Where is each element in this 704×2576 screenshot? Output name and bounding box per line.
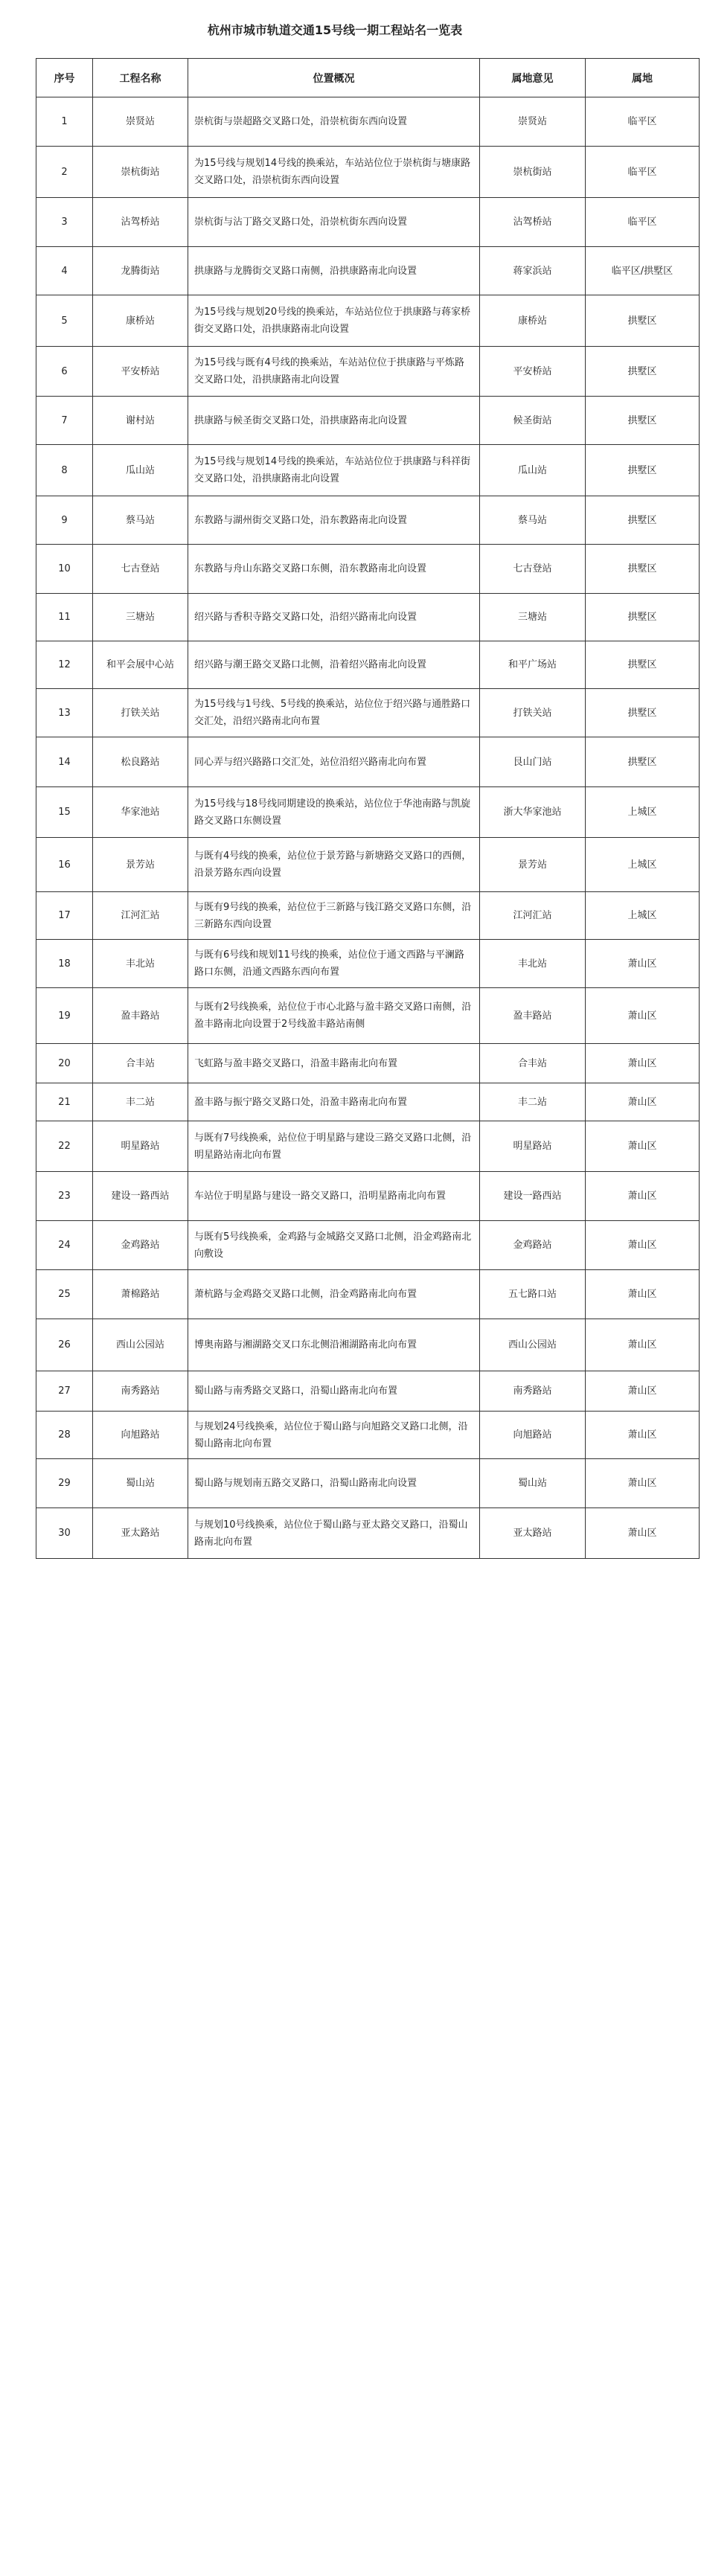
cell-district: 临平区 xyxy=(586,147,700,198)
cell-location: 为15号线与规划20号线的换乘站，车站站位位于拱康路与蒋家桥街交叉路口处，沿拱康路南北向设置 xyxy=(188,295,480,347)
cell-station-name: 龙腾街站 xyxy=(93,247,188,295)
cell-location: 与既有5号线换乘，金鸡路与金城路交叉路口北侧，沿金鸡路南北向敷设 xyxy=(188,1221,480,1270)
cell-station-name: 景芳站 xyxy=(93,838,188,892)
cell-location: 为15号线与1号线、5号线的换乘站，站位位于绍兴路与通胜路口交汇处，沿绍兴路南北向布置 xyxy=(188,689,480,737)
table-row xyxy=(36,295,700,347)
table-row xyxy=(36,1172,700,1221)
table-row xyxy=(36,988,700,1044)
cell-no: 18 xyxy=(36,940,93,988)
cell-no: 19 xyxy=(36,988,93,1044)
table-row xyxy=(36,1459,700,1508)
cell-location: 飞虹路与盈丰路交叉路口，沿盈丰路南北向布置 xyxy=(188,1044,480,1083)
table-row xyxy=(36,641,700,689)
header-name: 工程名称 xyxy=(93,59,188,97)
cell-district: 萧山区 xyxy=(586,1221,700,1270)
cell-no: 12 xyxy=(36,641,93,689)
table-row xyxy=(36,838,700,892)
cell-district: 萧山区 xyxy=(586,1121,700,1172)
cell-station-name: 蔡马站 xyxy=(93,496,188,545)
cell-local-opinion: 五七路口站 xyxy=(480,1270,586,1319)
cell-local-opinion: 和平广场站 xyxy=(480,641,586,689)
cell-no: 10 xyxy=(36,545,93,594)
cell-location: 崇杭街与沾丁路交叉路口处，沿崇杭街东西向设置 xyxy=(188,198,480,247)
cell-district: 萧山区 xyxy=(586,1508,700,1559)
table-row xyxy=(36,892,700,940)
cell-no: 28 xyxy=(36,1412,93,1459)
cell-local-opinion: 候圣街站 xyxy=(480,397,586,445)
cell-no: 2 xyxy=(36,147,93,198)
cell-station-name: 萧棉路站 xyxy=(93,1270,188,1319)
cell-location: 萧杭路与金鸡路交叉路口北侧，沿金鸡路南北向布置 xyxy=(188,1270,480,1319)
cell-station-name: 丰北站 xyxy=(93,940,188,988)
table-row xyxy=(36,940,700,988)
cell-district: 拱墅区 xyxy=(586,689,700,737)
cell-local-opinion: 崇杭街站 xyxy=(480,147,586,198)
cell-local-opinion: 合丰站 xyxy=(480,1044,586,1083)
cell-no: 17 xyxy=(36,892,93,940)
cell-local-opinion: 蜀山站 xyxy=(480,1459,586,1508)
document-title: 杭州市城市轨道交通15号线一期工程站名一览表 xyxy=(207,23,463,37)
cell-local-opinion: 丰二站 xyxy=(480,1083,586,1121)
cell-no: 23 xyxy=(36,1172,93,1221)
cell-station-name: 康桥站 xyxy=(93,295,188,347)
cell-location: 与既有9号线的换乘，站位位于三新路与钱江路交叉路口东侧，沿三新路东西向设置 xyxy=(188,892,480,940)
cell-district: 拱墅区 xyxy=(586,295,700,347)
cell-station-name: 建设一路西站 xyxy=(93,1172,188,1221)
cell-location: 拱康路与龙腾街交叉路口南侧，沿拱康路南北向设置 xyxy=(188,247,480,295)
cell-no: 29 xyxy=(36,1459,93,1508)
cell-district: 临平区 xyxy=(586,198,700,247)
cell-local-opinion: 浙大华家池站 xyxy=(480,787,586,838)
cell-no: 11 xyxy=(36,594,93,641)
cell-location: 盈丰路与振宁路交叉路口处，沿盈丰路南北向布置 xyxy=(188,1083,480,1121)
cell-location: 博奥南路与湘湖路交叉口东北侧沿湘湖路南北向布置 xyxy=(188,1319,480,1371)
cell-no: 7 xyxy=(36,397,93,445)
cell-local-opinion: 平安桥站 xyxy=(480,347,586,397)
table-row xyxy=(36,1371,700,1412)
table-row xyxy=(36,1270,700,1319)
table-row xyxy=(36,1083,700,1121)
header-no: 序号 xyxy=(36,59,93,97)
cell-station-name: 打铁关站 xyxy=(93,689,188,737)
table-row xyxy=(36,496,700,545)
cell-district: 萧山区 xyxy=(586,1083,700,1121)
cell-station-name: 三塘站 xyxy=(93,594,188,641)
cell-local-opinion: 西山公园站 xyxy=(480,1319,586,1371)
cell-location: 与规划10号线换乘，站位位于蜀山路与亚太路交叉路口，沿蜀山路南北向布置 xyxy=(188,1508,480,1559)
cell-district: 萧山区 xyxy=(586,940,700,988)
cell-station-name: 江河汇站 xyxy=(93,892,188,940)
cell-local-opinion: 三塘站 xyxy=(480,594,586,641)
cell-local-opinion: 蔡马站 xyxy=(480,496,586,545)
cell-station-name: 向旭路站 xyxy=(93,1412,188,1459)
table-row xyxy=(36,689,700,737)
table-body xyxy=(36,97,700,1559)
cell-station-name: 谢村站 xyxy=(93,397,188,445)
cell-station-name: 松良路站 xyxy=(93,737,188,787)
cell-local-opinion: 丰北站 xyxy=(480,940,586,988)
table-row xyxy=(36,787,700,838)
table-row xyxy=(36,737,700,787)
cell-location: 东教路与湖州街交叉路口处，沿东教路南北向设置 xyxy=(188,496,480,545)
cell-district: 萧山区 xyxy=(586,988,700,1044)
table-row xyxy=(36,1121,700,1172)
cell-district: 萧山区 xyxy=(586,1319,700,1371)
cell-no: 24 xyxy=(36,1221,93,1270)
cell-district: 上城区 xyxy=(586,838,700,892)
cell-local-opinion: 向旭路站 xyxy=(480,1412,586,1459)
cell-station-name: 七古登站 xyxy=(93,545,188,594)
cell-district: 拱墅区 xyxy=(586,347,700,397)
cell-district: 萧山区 xyxy=(586,1459,700,1508)
cell-district: 萧山区 xyxy=(586,1172,700,1221)
table-row xyxy=(36,445,700,496)
cell-no: 30 xyxy=(36,1508,93,1559)
cell-station-name: 蜀山站 xyxy=(93,1459,188,1508)
cell-station-name: 南秀路站 xyxy=(93,1371,188,1412)
cell-district: 萧山区 xyxy=(586,1270,700,1319)
cell-station-name: 华家池站 xyxy=(93,787,188,838)
cell-local-opinion: 金鸡路站 xyxy=(480,1221,586,1270)
table-row xyxy=(36,198,700,247)
cell-location: 蜀山路与规划南五路交叉路口，沿蜀山路南北向设置 xyxy=(188,1459,480,1508)
cell-no: 16 xyxy=(36,838,93,892)
table-row xyxy=(36,594,700,641)
cell-local-opinion: 沾驾桥站 xyxy=(480,198,586,247)
cell-station-name: 丰二站 xyxy=(93,1083,188,1121)
table-header-row xyxy=(36,59,700,97)
cell-no: 4 xyxy=(36,247,93,295)
station-table-wrapper xyxy=(36,58,704,1559)
cell-district: 萧山区 xyxy=(586,1371,700,1412)
cell-local-opinion: 艮山门站 xyxy=(480,737,586,787)
cell-no: 22 xyxy=(36,1121,93,1172)
cell-no: 8 xyxy=(36,445,93,496)
cell-location: 与既有2号线换乘，站位位于市心北路与盈丰路交叉路口南侧，沿盈丰路南北向设置于2号线盈丰路站南侧 xyxy=(188,988,480,1044)
cell-district: 萧山区 xyxy=(586,1412,700,1459)
cell-no: 27 xyxy=(36,1371,93,1412)
table-row xyxy=(36,1221,700,1270)
cell-station-name: 亚太路站 xyxy=(93,1508,188,1559)
cell-local-opinion: 崇贤站 xyxy=(480,97,586,147)
cell-district: 拱墅区 xyxy=(586,445,700,496)
cell-no: 6 xyxy=(36,347,93,397)
cell-station-name: 崇贤站 xyxy=(93,97,188,147)
table-row xyxy=(36,347,700,397)
table-row xyxy=(36,1508,700,1559)
cell-district: 拱墅区 xyxy=(586,545,700,594)
cell-station-name: 瓜山站 xyxy=(93,445,188,496)
cell-station-name: 西山公园站 xyxy=(93,1319,188,1371)
cell-station-name: 金鸡路站 xyxy=(93,1221,188,1270)
cell-district: 上城区 xyxy=(586,787,700,838)
cell-location: 东教路与舟山东路交叉路口东侧，沿东教路南北向设置 xyxy=(188,545,480,594)
cell-location: 与既有4号线的换乘，站位位于景芳路与新塘路交叉路口的西侧，沿景芳路东西向设置 xyxy=(188,838,480,892)
cell-location: 拱康路与候圣街交叉路口处，沿拱康路南北向设置 xyxy=(188,397,480,445)
cell-local-opinion: 康桥站 xyxy=(480,295,586,347)
cell-no: 9 xyxy=(36,496,93,545)
cell-station-name: 平安桥站 xyxy=(93,347,188,397)
header-location: 位置概况 xyxy=(188,59,480,97)
cell-station-name: 明星路站 xyxy=(93,1121,188,1172)
cell-district: 临平区 xyxy=(586,97,700,147)
cell-station-name: 和平会展中心站 xyxy=(93,641,188,689)
cell-district: 拱墅区 xyxy=(586,496,700,545)
cell-local-opinion: 七古登站 xyxy=(480,545,586,594)
cell-location: 为15号线与既有4号线的换乘站，车站站位位于拱康路与平炼路交叉路口处，沿拱康路南北向设置 xyxy=(188,347,480,397)
cell-location: 绍兴路与潮王路交叉路口北侧，沿着绍兴路南北向设置 xyxy=(188,641,480,689)
cell-no: 21 xyxy=(36,1083,93,1121)
cell-local-opinion: 瓜山站 xyxy=(480,445,586,496)
cell-local-opinion: 南秀路站 xyxy=(480,1371,586,1412)
cell-district: 拱墅区 xyxy=(586,594,700,641)
table-row xyxy=(36,545,700,594)
station-table xyxy=(36,58,700,1559)
cell-location: 与既有7号线换乘，站位位于明星路与建设三路交叉路口北侧，沿明星路站南北向布置 xyxy=(188,1121,480,1172)
header-district: 属地 xyxy=(586,59,700,97)
cell-local-opinion: 蒋家浜站 xyxy=(480,247,586,295)
cell-no: 25 xyxy=(36,1270,93,1319)
cell-no: 13 xyxy=(36,689,93,737)
cell-location: 与规划24号线换乘，站位位于蜀山路与向旭路交叉路口北侧，沿蜀山路南北向布置 xyxy=(188,1412,480,1459)
cell-local-opinion: 亚太路站 xyxy=(480,1508,586,1559)
cell-no: 15 xyxy=(36,787,93,838)
cell-location: 崇杭街与崇超路交叉路口处，沿崇杭街东西向设置 xyxy=(188,97,480,147)
cell-station-name: 崇杭街站 xyxy=(93,147,188,198)
cell-no: 20 xyxy=(36,1044,93,1083)
header-opinion: 属地意见 xyxy=(480,59,586,97)
cell-station-name: 沾驾桥站 xyxy=(93,198,188,247)
cell-local-opinion: 江河汇站 xyxy=(480,892,586,940)
cell-local-opinion: 明星路站 xyxy=(480,1121,586,1172)
table-row xyxy=(36,247,700,295)
cell-location: 同心弄与绍兴路路口交汇处，站位沿绍兴路南北向布置 xyxy=(188,737,480,787)
cell-station-name: 合丰站 xyxy=(93,1044,188,1083)
cell-local-opinion: 建设一路西站 xyxy=(480,1172,586,1221)
cell-location: 绍兴路与香积寺路交叉路口处，沿绍兴路南北向设置 xyxy=(188,594,480,641)
cell-local-opinion: 打铁关站 xyxy=(480,689,586,737)
cell-station-name: 盈丰路站 xyxy=(93,988,188,1044)
cell-no: 3 xyxy=(36,198,93,247)
cell-district: 拱墅区 xyxy=(586,737,700,787)
cell-local-opinion: 景芳站 xyxy=(480,838,586,892)
cell-district: 拱墅区 xyxy=(586,397,700,445)
cell-district: 上城区 xyxy=(586,892,700,940)
cell-no: 5 xyxy=(36,295,93,347)
table-row xyxy=(36,397,700,445)
cell-no: 14 xyxy=(36,737,93,787)
cell-location: 为15号线与规划14号线的换乘站，车站站位位于崇杭街与塘康路交叉路口处，沿崇杭街东西向设置 xyxy=(188,147,480,198)
table-row xyxy=(36,97,700,147)
cell-location: 为15号线与18号线同期建设的换乘站，站位位于华池南路与凯旋路交叉路口东侧设置 xyxy=(188,787,480,838)
cell-no: 26 xyxy=(36,1319,93,1371)
table-row xyxy=(36,1319,700,1371)
cell-no: 1 xyxy=(36,97,93,147)
table-row xyxy=(36,1412,700,1459)
cell-location: 车站位于明星路与建设一路交叉路口，沿明星路南北向布置 xyxy=(188,1172,480,1221)
cell-location: 与既有6号线和规划11号线的换乘，站位位于通文西路与平澜路路口东侧，沿通文西路东西向布置 xyxy=(188,940,480,988)
cell-district: 拱墅区 xyxy=(586,641,700,689)
cell-district: 萧山区 xyxy=(586,1044,700,1083)
cell-district: 临平区/拱墅区 xyxy=(586,247,700,295)
table-row xyxy=(36,147,700,198)
cell-location: 蜀山路与南秀路交叉路口，沿蜀山路南北向布置 xyxy=(188,1371,480,1412)
cell-location: 为15号线与规划14号线的换乘站，车站站位位于拱康路与科祥街交叉路口处，沿拱康路南北向设置 xyxy=(188,445,480,496)
table-row xyxy=(36,1044,700,1083)
cell-local-opinion: 盈丰路站 xyxy=(480,988,586,1044)
